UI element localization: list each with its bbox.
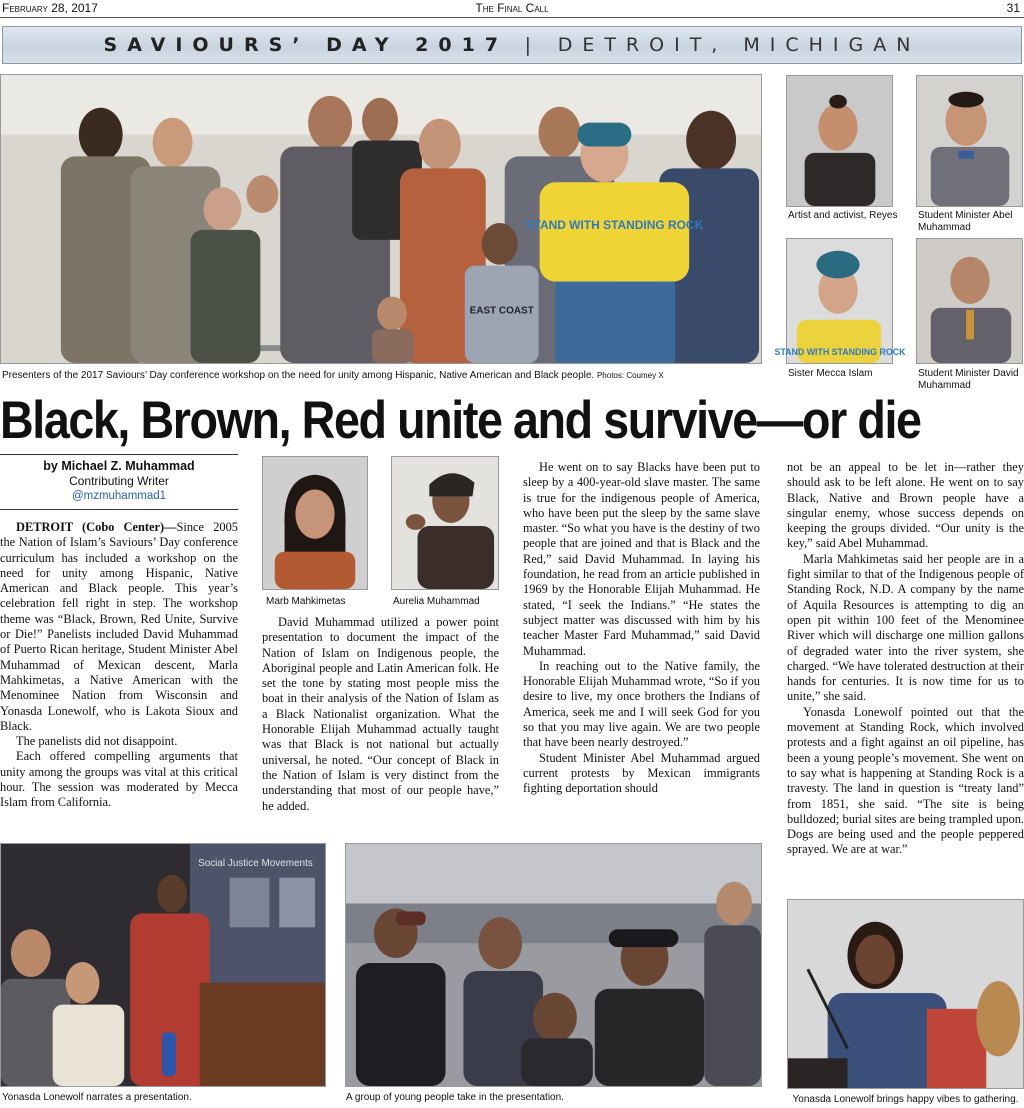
marb-photo — [262, 456, 368, 590]
mecca-photo — [774, 238, 906, 364]
banner-event: SAVIOURS’ DAY 2017 — [103, 34, 509, 56]
author-title: Contributing Writer — [69, 474, 169, 488]
section-banner — [2, 26, 1022, 64]
author-name: by Michael Z. Muhammad — [43, 459, 195, 473]
aurelia-photo — [391, 456, 499, 590]
running-header — [0, 0, 1024, 18]
abel-photo — [916, 75, 1023, 207]
kid-shirt-print: EAST COAST — [469, 305, 534, 317]
paragraph: Student Minister Abel Muhammad argued current protests by Mexican immigrants fighting deportation should — [523, 750, 760, 796]
publication-name: The Final Call — [475, 1, 549, 15]
bottom-left-caption: Yonasda Lonewolf narrates a presentation. — [2, 1092, 192, 1103]
byline — [0, 459, 238, 504]
article-column-1 — [0, 520, 238, 811]
paragraph: In reaching out to the Native family, the Honorable Elijah Muhammad wrote, “So if you desire to live, my once brothers the Indians of America, seek me and I will seek God for you so that you may live again. We are two people that have been nearly destroyed.” — [523, 658, 760, 750]
paragraph: not be an appeal to be let in—rather they should ask to be left alone. He went on to say Black, Native and Brown people have a singular enemy, whose success depends on keeping the groups divided. “Our unity is the key,” said Abel Muhammad. — [787, 460, 1024, 551]
banner-location: DETROIT, MICHIGAN — [557, 34, 921, 56]
banner-separator: | — [524, 34, 542, 56]
paragraph: Marla Mahkimetas said her people are in a fight similar to that of the Indigenous people of Standing Rock, N.D. A company by the name of Aquila Resources is attempting to dig an open pit within 100 feet of the Menominee River which will discharge one million gallons of degraded water into the river system, she charged. “We have tolerated destruction at their hands for centuries. It is now time for us to unite,” she said. — [787, 551, 1024, 704]
slide-title: Social Justice Movements — [198, 857, 313, 869]
david-photo — [916, 238, 1023, 364]
mecca-caption: Sister Mecca Islam — [788, 368, 873, 379]
bottom-middle-caption: A group of young people take in the presentation. — [346, 1092, 564, 1103]
abel-caption: Student Minister Abel Muhammad — [918, 210, 1013, 233]
reyes-photo — [786, 75, 893, 207]
main-photo-caption — [2, 370, 772, 382]
young-people-photo — [345, 843, 762, 1087]
bottom-right-caption: Yonasda Lonewolf brings happy vibes to gathering. — [792, 1094, 1019, 1105]
page-number: 31 — [1006, 1, 1020, 15]
paragraph: David Muhammad utilized a power point presentation to document the impact of the Nation of Islam on Indigenous people, the Aboriginal people and Latin American folk. He set the tone by stating most people miss the boat in their analysis of the Nation of Islam as a Black Nationalist organization. What the Honorable Elijah Muhammad actually taught was that Black is not national but actually universal, he noted. “Our concept of Black in the Nation of Islam is very distinct from the understanding that most of our people have,” he added. — [262, 615, 499, 813]
paragraph: He went on to say Blacks have been put to sleep by a 400-year-old slave master. The same is true for the indigenous people of America, who have been put the sleep by the same slave master. “So what you have is the destiny of two people that are joined and that is Black and the Red,” said David Muhammad. In laying his foundation, he read from an article published in 1969 by the Honorable Elijah Muhammad. He stated, “I seek the Indians.” “He states the subject matter was discussed with him by his teacher Master Fard Muhammad,” said David Muhammad. — [523, 460, 760, 658]
lonewolf-narrates-photo — [0, 843, 326, 1087]
reyes-caption: Artist and activist, Reyes — [788, 210, 898, 221]
aurelia-caption: Aurelia Muhammad — [393, 596, 480, 607]
paragraph: Each offered compelling arguments that unity among the groups was vital at this critical hour. The session was moderated by Mecca Islam from California. — [0, 749, 238, 810]
paragraph-text: Since 2005 the Nation of Islam’s Saviours’ Day conference curriculum has included a workshop on the need for unity among Hispanic, Native American and Black people. This year’s celebration fell right in step. The workshop theme was “Black, Brown, Red Unite, Survive or Die!” Panelists included David Muhammad of Puerto Rican heritage, Student Minister Abel Muhammad of Mexican descent, Marla Mahkimetas, a Native American with the Menominee Nation from Wisconsin and Yonasda Lonewolf, who is Lakota Sioux and Black. — [0, 520, 238, 733]
byline-top-rule — [0, 454, 238, 455]
article-column-3 — [523, 460, 760, 797]
paragraph — [0, 520, 238, 734]
dateline: DETROIT (Cobo Center)— — [16, 520, 177, 534]
main-caption-text: Presenters of the 2017 Saviours’ Day conference workshop on the need for unity among Hispanic, Native American and Black people. — [2, 370, 595, 381]
photo-credit: Photos: Coumey X — [596, 371, 664, 380]
shirt-print: STAND WITH STANDING ROCK — [525, 217, 704, 232]
main-group-photo — [0, 74, 762, 364]
mecca-shirt-print: STAND WITH STANDING ROCK — [774, 347, 906, 358]
paragraph: The panelists did not disappoint. — [16, 734, 178, 749]
david-caption: Student Minister David Muhammad — [918, 368, 1019, 391]
article-column-2 — [262, 615, 499, 814]
article-column-4 — [787, 460, 1024, 858]
author-handle: @mzmuhammad1 — [71, 490, 167, 502]
marb-caption: Marb Mahkimetas — [266, 596, 346, 607]
lonewolf-happy-photo — [787, 899, 1024, 1089]
byline-rule — [0, 509, 238, 510]
issue-date: February 28, 2017 — [2, 1, 98, 15]
headline: Black, Brown, Red unite and survive—or die — [0, 391, 921, 450]
paragraph: Yonasda Lonewolf pointed out that the movement at Standing Rock, which involved protests and a fight against an oil pipeline, has been a young people’s movement. She went on to say what is happening at Standing Rock is a travesty. The land in question is “treaty land” from 1851, she said. “The site is being bulldozed; burial sites are being trampled upon. Dogs are being used and the people peppered sprayed. We are at war.” — [787, 704, 1024, 857]
